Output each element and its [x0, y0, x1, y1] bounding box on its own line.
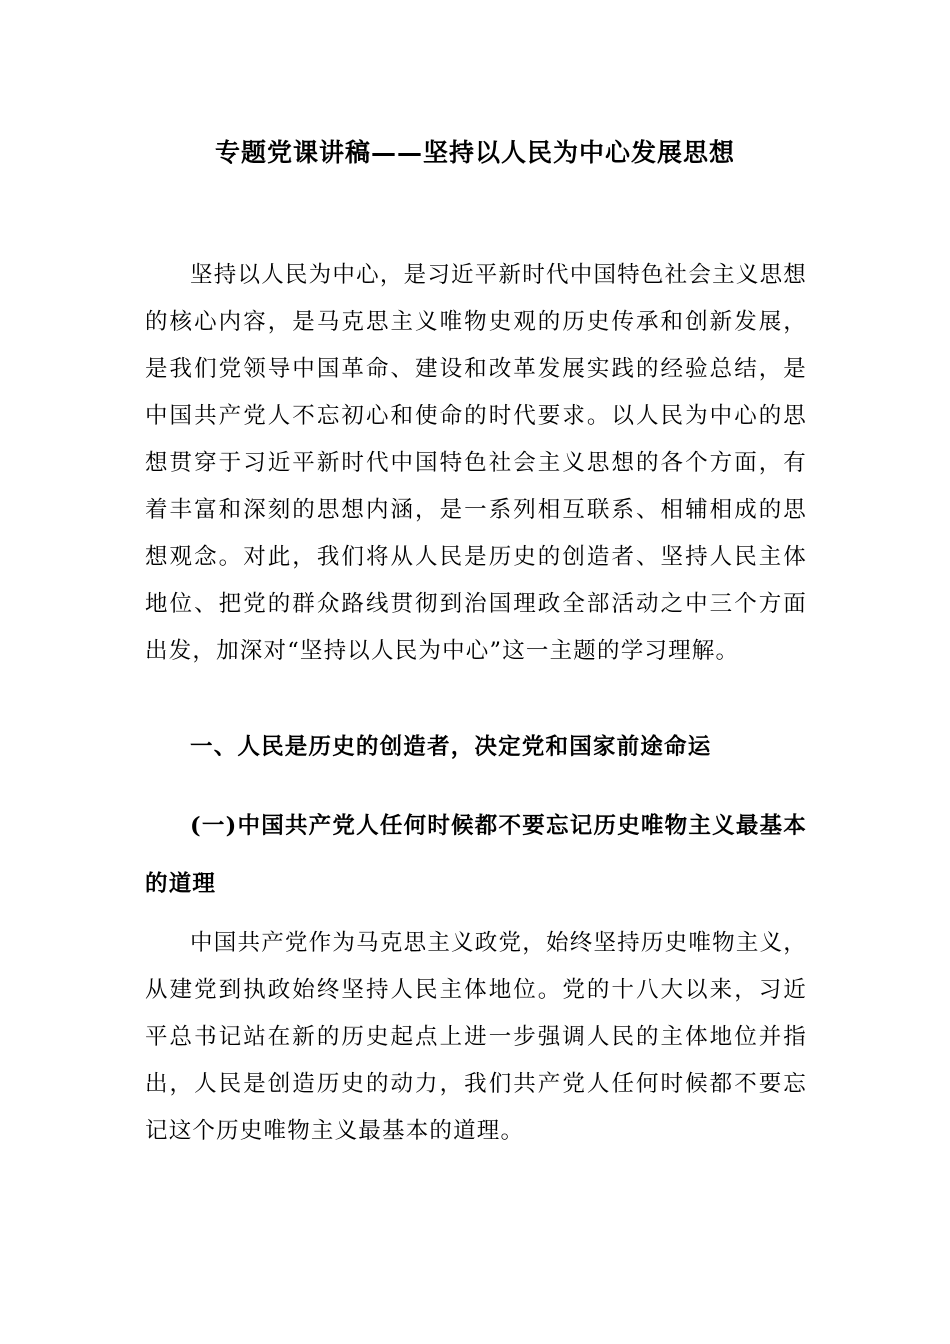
document-title: 专题党课讲稿——坚持以人民为中心发展思想	[214, 138, 735, 167]
paragraph-intro: 坚持以人民为中心，是习近平新时代中国特色社会主义思想的核心内容，是马克思主义唯物史观的历史传承和创新发展，是我们党领导中国革命、建设和改革发展实践的经验总结，是中国共产党人不忘初心和使命的时代要求。以人民为中心的思想贯穿于习近平新时代中国特色社会主义思想的各个方面，有着丰富和深刻的思想内涵，是一系列相互联系、相辅相成的思想观念。对此，我们将从人民是历史的创造者、坚持人民主体地位、把党的群众路线贯彻到治国理政全部活动之中三个方面出发，加深对“坚持以人民为中心”这一主题的学习理解。	[145, 262, 807, 664]
subsection-heading-1-1: (一)中国共产党人任何时候都不要忘记历史唯物主义最基本的道理	[145, 813, 807, 897]
section-heading-1: 一、人民是历史的创造者，决定党和国家前途命运	[190, 734, 712, 760]
paragraph-section-1-1: 中国共产党作为马克思主义政党，始终坚持历史唯物主义，从建党到执政始终坚持人民主体地位。党的十八大以来，习近平总书记站在新的历史起点上进一步强调人民的主体地位并指出，人民是创造历史的动力，我们共产党人任何时候都不要忘记这个历史唯物主义最基本的道理。	[145, 930, 807, 1144]
